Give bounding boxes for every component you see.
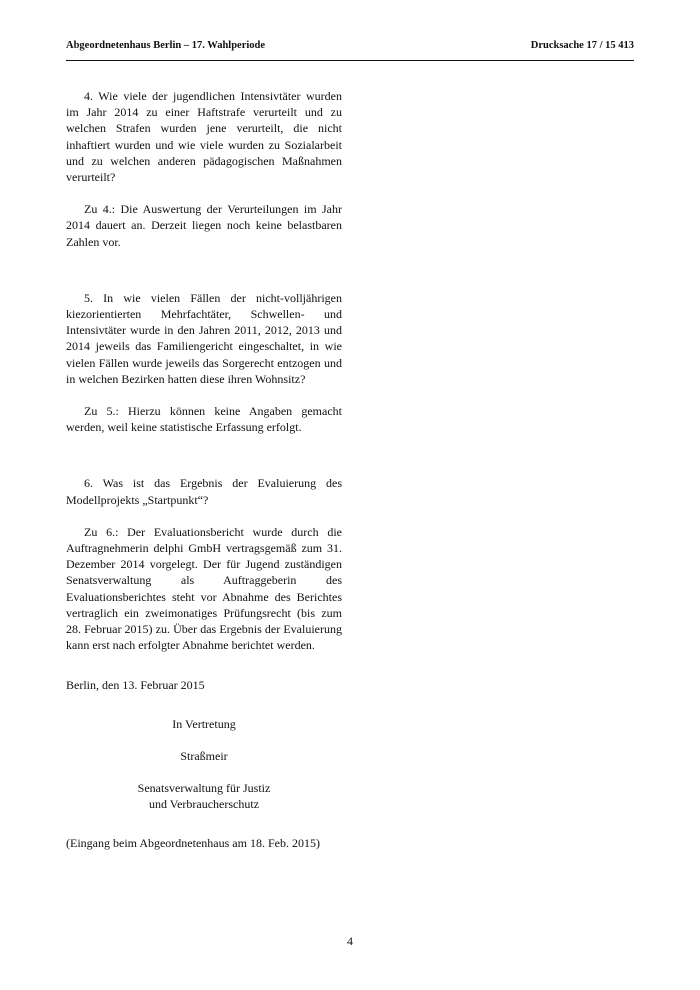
question-5: 5. In wie vielen Fällen der nicht-volljährigen kiezorientierten Mehrfachtäter, Schwellen- und Intensivtäter wurde in den Jahren 2011, 2012, 2013 und 2014 jeweils das Familiengericht eingeschaltet, in wie vielen Fällen wurde jeweils das Sorgerecht entzogen und in welchen Bezirken hatten diese ihren Wohnsitz? bbox=[66, 290, 342, 386]
header-parliament: Abgeordnetenhaus Berlin – 17. Wahlperiode bbox=[66, 40, 266, 51]
answer-6: Zu 6.: Der Evaluationsbericht wurde durch die Auftragnehmerin delphi GmbH vertragsgemäß zum 31. Dezember 2014 vorgelegt. Der für Jugend zuständigen Senatsverwaltung als Auftraggeberin des Evaluationsberichtes steht vor Abnahme des Berichtes vertraglich ein zweimonatiges Prüfungsrecht (bis zum 28. Februar 2015) zu. Über das Ergebnis der Evaluierung kann erst nach erfolgter Abnahme berichtet werden. bbox=[66, 524, 342, 653]
signature-office-line1: Senatsverwaltung für Justiz bbox=[137, 781, 271, 796]
receipt-note: (Eingang beim Abgeordnetenhaus am 18. Feb. 2015) bbox=[66, 835, 320, 850]
date-line: Berlin, den 13. Februar 2015 bbox=[66, 678, 205, 693]
page-number: 4 bbox=[347, 934, 353, 948]
signature-name: Straßmeir bbox=[180, 748, 228, 763]
signature-office-line2: und Verbraucherschutz bbox=[148, 797, 260, 812]
header-rule bbox=[66, 60, 634, 61]
header-drucksache: Drucksache 17 / 15 413 bbox=[530, 40, 634, 51]
answer-4: Zu 4.: Die Auswertung der Verurteilungen im Jahr 2014 dauert an. Derzeit liegen noch keine belastbaren Zahlen vor. bbox=[66, 202, 342, 249]
question-4: 4. Wie viele der jugendlichen Intensivtäter wurden im Jahr 2014 zu einer Haftstrafe verurteilt und zu welchen Strafen wurden jene verurteilt, die nicht inhaftiert wurden und wie viele wurden zu Sozialarbeit und zu welchen anderen pädagogischen Maßnahmen verurteilt? bbox=[66, 89, 342, 185]
signature-vertretung: In Vertretung bbox=[172, 716, 236, 731]
page-header bbox=[66, 40, 634, 54]
answer-5: Zu 5.: Hierzu können keine Angaben gemacht werden, weil keine statistische Erfassung erfolgt. bbox=[66, 404, 342, 435]
question-6: 6. Was ist das Ergebnis der Evaluierung des Modellprojekts „Startpunkt“? bbox=[66, 476, 342, 507]
document-body bbox=[66, 88, 342, 851]
